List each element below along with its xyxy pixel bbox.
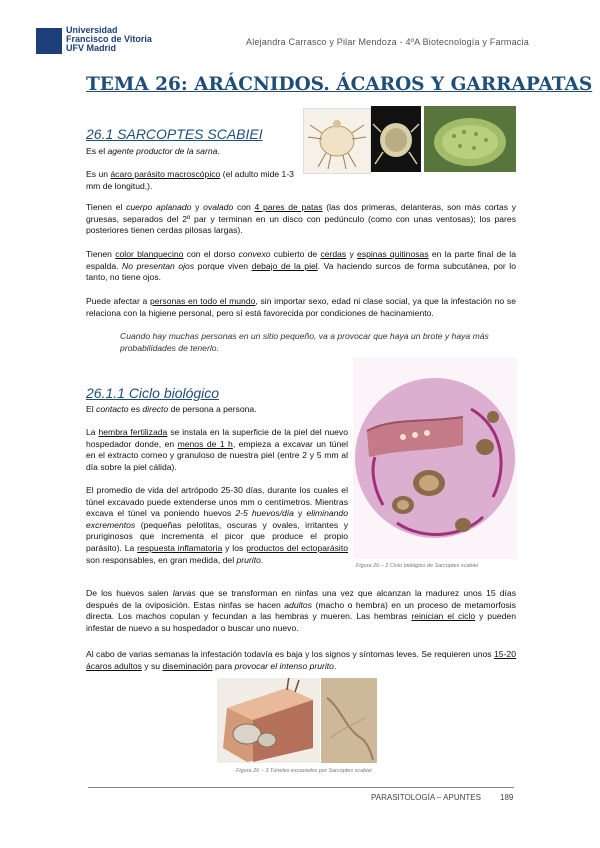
- page-title: TEMA 26: ARÁCNIDOS. ÁCAROS Y GARRAPATAS: [86, 74, 593, 95]
- university-line-1: Universidad: [66, 25, 118, 35]
- mite-drawing-image: [303, 108, 371, 174]
- paragraph-contact: El contacto es directo de persona a persona.: [86, 404, 257, 414]
- quote-outbreak: Cuando hay muchas personas en un sitio pequeño, va a provocar que haya un brote y haya más probabilidades de tenerlo.: [120, 331, 489, 353]
- university-line-2: Francisco de Vitoria: [66, 34, 152, 44]
- header-authors: Alejandra Carrasco y Pilar Mendoza - 4ºA Biotecnología y Farmacia: [246, 37, 529, 47]
- paragraph-lifespan: El promedio de vida del artrópodo 25-30 días, durante los cuales el túnel excavado puede extenderse unos mm o centímetros. Mientras excava el túnel va poniendo huevos 2-5 huevos/día y eliminando excrementos (pequeñas pelotitas, oscuras y ovales, irritantes y pruriginosos que incrementa el picor que produce el propio parásito). La respuesta inflamatoria y los productos del ectoparásito son responsables, en gran medida, del prurito.: [86, 485, 348, 565]
- university-logo-icon: [36, 28, 62, 54]
- mite-micrograph-image: [371, 106, 421, 172]
- footer-divider: [88, 787, 514, 788]
- page-number: 189: [500, 793, 514, 802]
- paragraph-larvae: De los huevos salen larvas que se transforman en ninfas una vez que alcanzan la madurez unos 15 días después de la oviposición. Estas ninfas se hacen adultos (macho o hembra) en un proceso de metamorfosis directa. Los machos copulan y fecundan a las hembras y mueren. Las hembras reinician el ciclo y pueden infestar de nuevo a su hospedador o buscar uno nuevo.: [86, 588, 516, 633]
- paragraph-size: Es un ácaro parásito macroscópico (el adulto mide 1-3 mm de longitud,).: [86, 169, 294, 191]
- section-heading-cycle-text: 26.1.1 Ciclo biológico: [86, 385, 220, 401]
- cycle-figure-caption: Figura 26 – 2 Ciclo biológico de Sarcoptes scabiei: [356, 563, 478, 569]
- tunnel-figure-caption: Figura 26 – 3 Túneles excavados por Sarcoptes scabiei: [236, 768, 372, 774]
- section-heading-text: 26.1 SARCOPTES SCABIEI: [86, 126, 263, 142]
- paragraph-agent: Es el agente productor de la sarna.: [86, 146, 220, 156]
- footer-label: PARASITOLOGÍA – APUNTES: [371, 793, 481, 802]
- mite-sem-image: [424, 106, 516, 172]
- paragraph-affected: Puede afectar a personas en todo el mundo, sin importar sexo, edad ni clase social, ya que la infestación no se relaciona con la higiene personal, pero sí está favorecida por condiciones de hacinamiento.: [86, 296, 516, 318]
- university-line-3: UFV Madrid: [66, 43, 117, 53]
- paragraph-female: La hembra fertilizada se instala en la superficie de la piel del nuevo hospedador donde, en menos de 1 h, empieza a excavar un túnel en el extracto corneo y granuloso de nuestra piel (entre 2 y 5 mm al día sobre la piel cálida).: [86, 427, 348, 472]
- paragraph-color: Tienen color blanquecino con el dorso convexo cubierto de cerdas y espinas quitinosas en la parte final de la espalda. No presentan ojos porque viven debajo de la piel. Va haciendo surcos de forma subcutánea, por lo tanto, no tiene ojos.: [86, 249, 516, 283]
- section-heading-cycle: [86, 385, 219, 401]
- section-heading-sarcoptes: [86, 126, 263, 142]
- university-name: [66, 26, 152, 53]
- skin-burrow-photo: [321, 678, 377, 763]
- paragraph-infestation: Al cabo de varias semanas la infestación todavía es baja y los signos y síntomas leves. Se requieren unos 15-20 ácaros adultos y su diseminación para provocar el intenso prurito.: [86, 649, 516, 671]
- life-cycle-diagram: [353, 357, 517, 559]
- tunnel-illustration-image: [217, 678, 320, 763]
- paragraph-body-shape: Tienen el cuerpo aplanado y ovalado con 4 pares de patas (las dos primeras, delanteras, son más cortas y gruesas, separados del 2º par y terminan en un disco con pedúnculo (como con unas ventosas); los pares posteriores tienen cerdas pilosas largas).: [86, 202, 516, 236]
